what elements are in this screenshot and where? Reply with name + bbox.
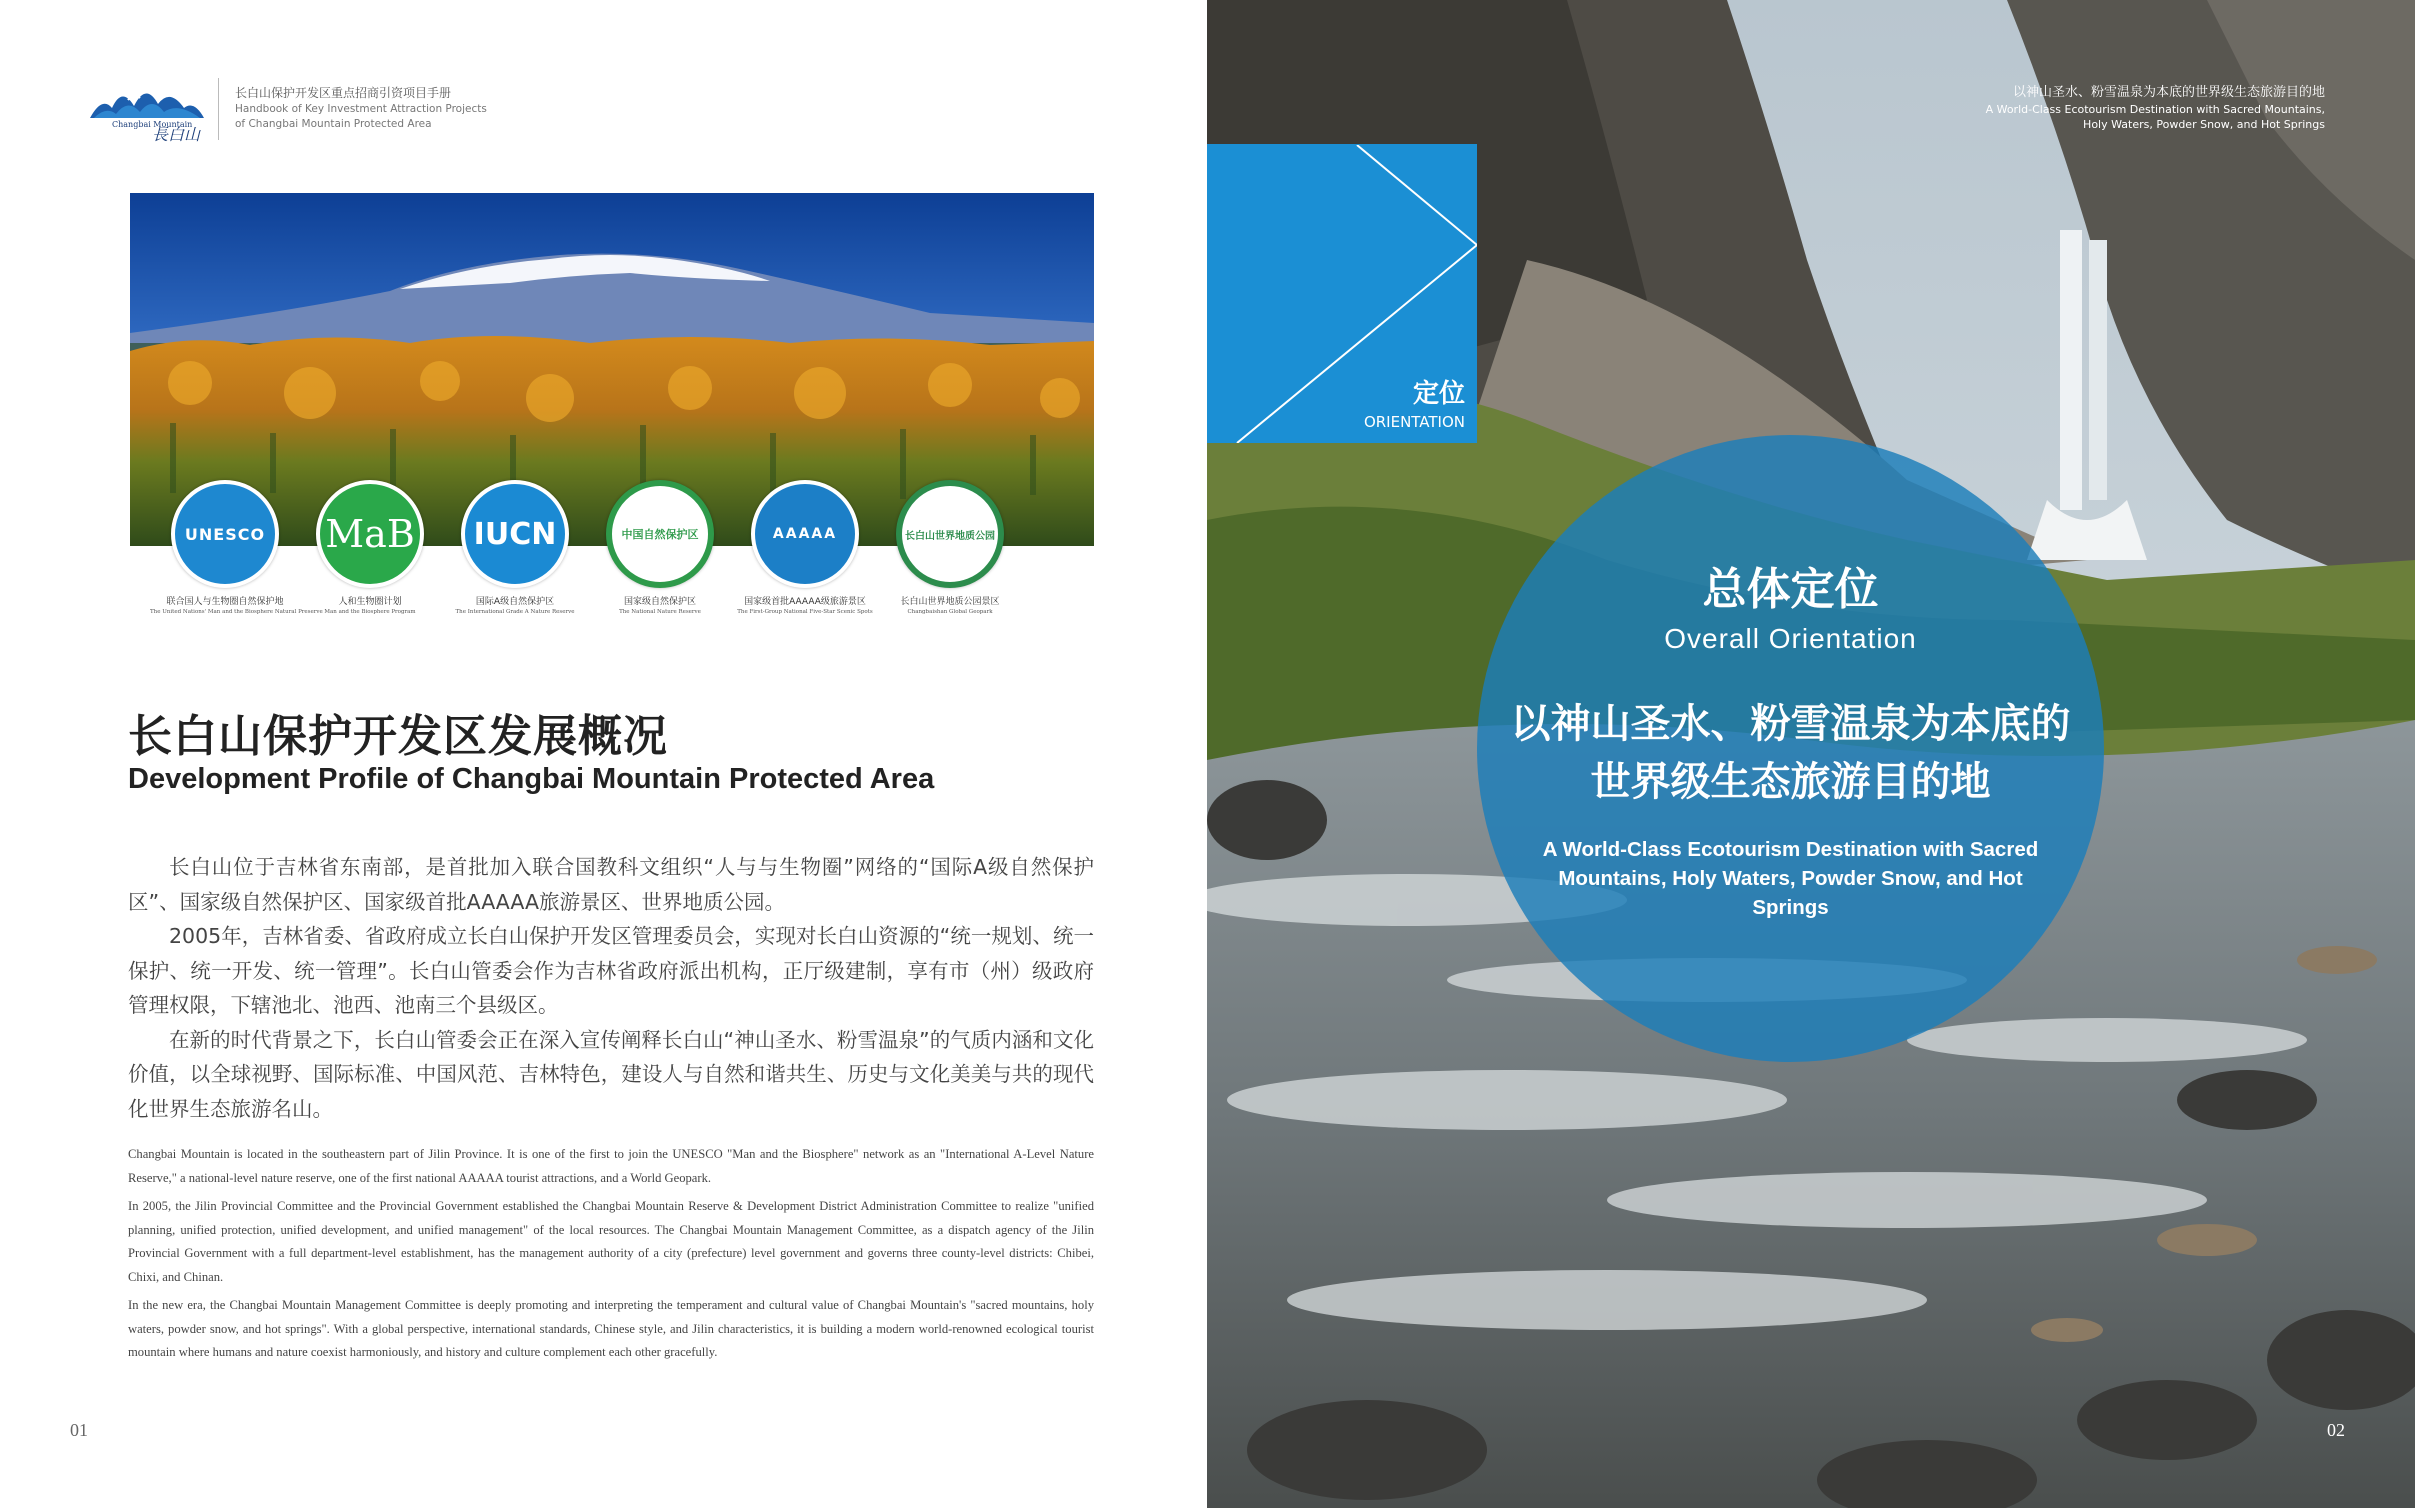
- mab-icon: MaB: [316, 480, 424, 588]
- mountain-wave-icon: [88, 78, 206, 122]
- circle-title-cn: 总体定位: [1702, 564, 1879, 615]
- cert-label-en: Changbaishan Global Geopark: [907, 609, 993, 615]
- paragraph-en: In 2005, the Jilin Provincial Committee and the Provincial Government established the Changbai Mountain Reserve & Development District Administration Committee to realize "unified planning, unified protection, unified development, and unified management" of the local resources. The Changbai Mountain Management Committee, as a dispatch agency of the Jilin Provincial Government with a full department-level establishment, has the management authority of a city (prefecture) level government and governs three county-level districts: Chibei, Chixi, and Chinan.: [128, 1199, 1094, 1284]
- cert-label-cn: 人和生物圈计划: [338, 597, 402, 607]
- paragraph-cn: 在新的时代背景之下，长白山管委会正在深入宣传阐释长白山“神山圣水、粉雪温泉”的气质内涵和文化价值，以全球视野、国际标准、中国风范、吉林特色，建设人与自然和谐共生、历史与文化美美与共的现代化世界生态旅游名山。: [128, 1027, 1094, 1121]
- handbook-title-cn: 长白山保护开发区重点招商引资项目手册: [235, 86, 452, 100]
- orientation-label-box: [1207, 145, 1477, 443]
- logo-text-cn: 長白山: [152, 125, 201, 144]
- body-text-cn: [128, 850, 1094, 1126]
- header-divider: [218, 78, 219, 140]
- cert-iucn: [440, 480, 590, 615]
- top-caption-en-2: Holy Waters, Powder Snow, and Hot Springs: [2083, 118, 2325, 131]
- cert-label-cn: 国家级首批AAAAA级旅游景区: [744, 597, 866, 607]
- changbai-mountain-logo: [88, 78, 206, 142]
- section-title-cn: 长白山保护开发区发展概况: [128, 711, 668, 762]
- geopark-icon: 长白山世界地质公园: [896, 480, 1004, 588]
- handbook-title-en-2: of Changbai Mountain Protected Area: [235, 118, 432, 130]
- cert-label-en: The United Nations' Man and the Biosphere Natural Preserve: [150, 609, 323, 615]
- paragraph-cn: 2005年，吉林省委、省政府成立长白山保护开发区管理委员会，实现对长白山资源的“统一规划、统一保护、统一开发、统一管理”。长白山管委会作为吉林省政府派出机构，正厅级建制，享有市（州）级政府管理权限，下辖池北、池西、池南三个县级区。: [128, 924, 1094, 1017]
- paragraph-en: Changbai Mountain is located in the southeastern part of Jilin Province. It is one of the first to join the UNESCO "Man and the Biosphere" network as an "International A-Level Nature Reserve," a national-level nature reserve, one of the first national AAAAA tourist attractions, and a World Geopark.: [128, 1147, 1094, 1185]
- aaaaa-icon: AAAAA: [751, 480, 859, 588]
- nature-reserve-icon: 中国自然保护区: [606, 480, 714, 588]
- unesco-icon: UNESCO: [171, 480, 279, 588]
- circle-description-en: A World-Class Ecotourism Destination with Sacred Mountains, Holy Waters, Powder Snow, and Hot Springs: [1542, 838, 2039, 919]
- cert-label-en: The National Nature Reserve: [619, 609, 701, 615]
- handbook-title-en-1: Handbook of Key Investment Attraction Projects: [235, 103, 487, 115]
- paragraph-en: In the new era, the Changbai Mountain Management Committee is deeply promoting and interpreting the temperament and cultural value of Changbai Mountain's "sacred mountains, holy waters, powder snow, and hot springs". With a global perspective, international standards, Chinese style, and Jilin characteristics, it is building a modern world-renowned ecological tourist mountain where humans and nature coexist harmoniously, and history and culture complement each other gracefully.: [128, 1298, 1094, 1359]
- cert-label-cn: 长白山世界地质公园景区: [900, 597, 1000, 607]
- cert-label-cn: 联合国人与生物圈自然保护地: [166, 597, 284, 607]
- top-caption: [1986, 84, 2325, 132]
- circle-slogan-line1: 以神山圣水、粉雪温泉为本底的: [1510, 701, 2071, 747]
- cert-label-en: Man and the Biosphere Program: [324, 609, 416, 615]
- cert-label-en: The First-Group National Five-Star Scenic Spots: [737, 609, 873, 615]
- orientation-cn: 定位: [1412, 379, 1465, 409]
- orientation-en: ORIENTATION: [1363, 413, 1465, 431]
- page-number-right: 02: [2327, 1420, 2345, 1440]
- paragraph-cn: 长白山位于吉林省东南部，是首批加入联合国教科文组织“人与与生物圈”网络的“国际A级自然保护区”、国家级自然保护区、国家级首批AAAAA旅游景区、世界地质公园。: [128, 855, 1094, 914]
- cert-aaaaa: [730, 480, 880, 615]
- right-page: [1207, 0, 2415, 1508]
- handbook-header: [235, 84, 535, 132]
- iucn-icon: IUCN: [461, 480, 569, 588]
- circle-title-en: Overall Orientation: [1664, 623, 1917, 654]
- logo-text-en: Changbai Mountain: [112, 120, 193, 129]
- certification-badges: [150, 480, 1070, 620]
- cert-label-cn: 国家级自然保护区: [623, 597, 696, 607]
- cert-mab: [295, 480, 445, 615]
- cert-label-cn: 国际A级自然保护区: [475, 597, 555, 607]
- circle-slogan-cn: [1477, 695, 2104, 811]
- left-page: [0, 0, 1207, 1508]
- cert-nature-reserve: [585, 480, 735, 615]
- top-caption-en-1: A World-Class Ecotourism Destination with Sacred Mountains,: [1985, 103, 2325, 116]
- section-title-en: Development Profile of Changbai Mountain Protected Area: [128, 763, 935, 795]
- circle-slogan-line2: 世界级生态旅游目的地: [1590, 759, 1991, 805]
- top-caption-cn: 以神山圣水、粉雪温泉为本底的世界级生态旅游目的地: [2012, 85, 2325, 100]
- page-number-left: 01: [70, 1420, 88, 1440]
- body-text-en: [128, 1143, 1094, 1370]
- overall-orientation-circle: [1477, 435, 2104, 1062]
- cert-unesco: [150, 480, 323, 615]
- cert-geopark: [875, 480, 1025, 615]
- cert-label-en: The International Grade A Nature Reserve: [455, 609, 575, 615]
